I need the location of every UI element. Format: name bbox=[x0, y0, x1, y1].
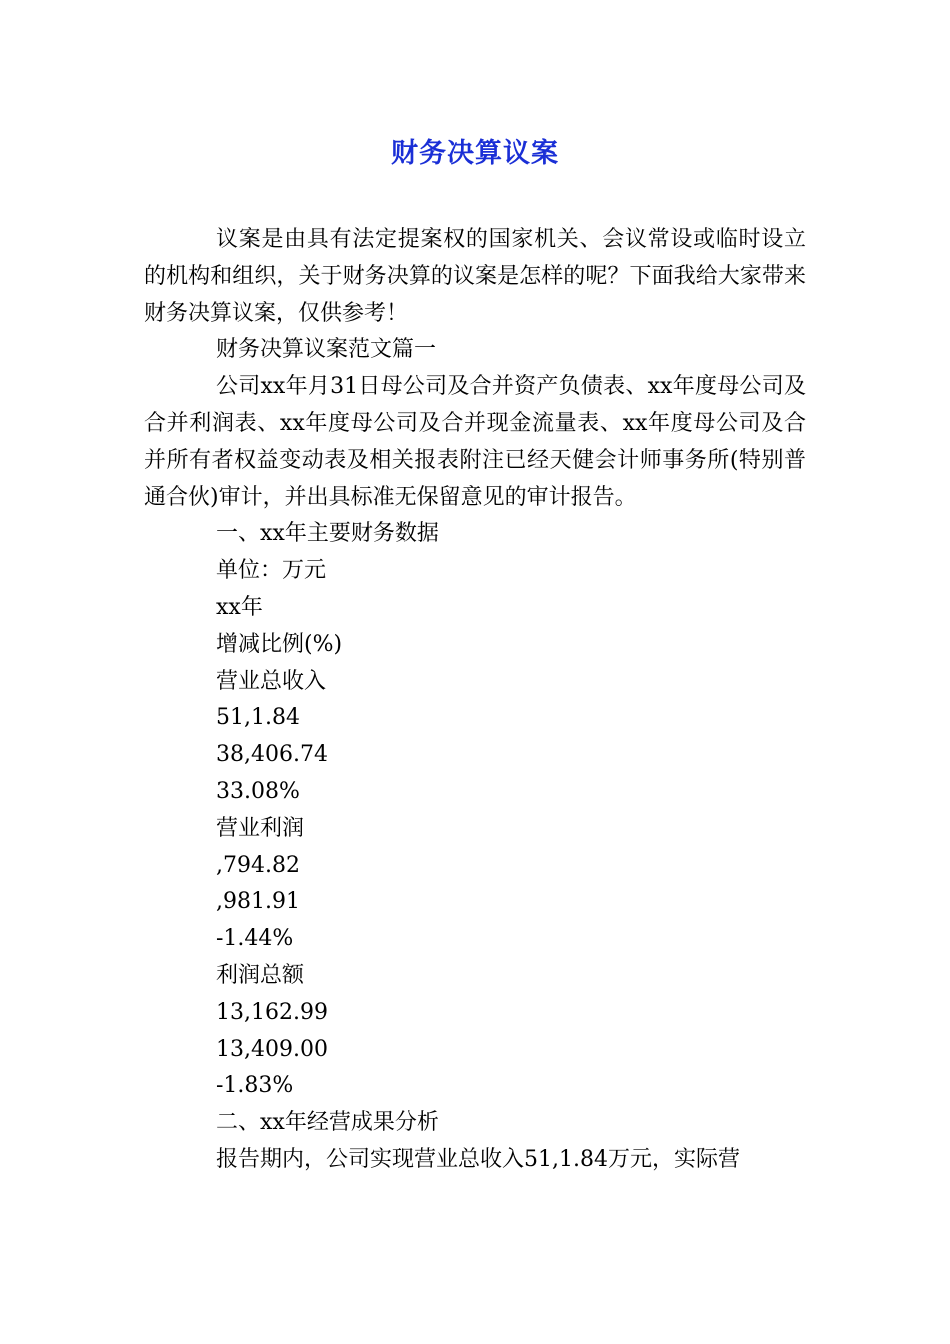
row-label: 利润总额 bbox=[216, 962, 305, 988]
document-title: 财务决算议案 bbox=[391, 138, 559, 169]
section-heading-financial-data: 一、xx年主要财务数据 bbox=[216, 521, 439, 547]
column-header-change: 增减比例(%) bbox=[216, 631, 343, 657]
row-previous-value: 38,406.74 bbox=[216, 742, 328, 768]
row-current-value: 13,162.99 bbox=[216, 999, 328, 1025]
row-label: 营业利润 bbox=[216, 815, 305, 841]
unit-label: 单位：万元 bbox=[216, 558, 327, 584]
row-current-value: ,794.82 bbox=[216, 852, 300, 878]
sample-heading: 财务决算议案范文篇一 bbox=[216, 337, 437, 363]
analysis-paragraph: 报告期内，公司实现营业总收入51,1.84万元，实际营 bbox=[216, 1146, 740, 1172]
document-body bbox=[144, 222, 806, 1179]
row-change-value: -1.83% bbox=[216, 1073, 294, 1099]
row-previous-value: 13,409.00 bbox=[216, 1036, 328, 1062]
column-header-year: xx年 bbox=[216, 594, 263, 620]
row-current-value: 51,1.84 bbox=[216, 705, 300, 731]
row-change-value: 33.08% bbox=[216, 778, 300, 804]
row-label: 营业总收入 bbox=[216, 668, 327, 694]
intro-paragraph: 议案是由具有法定提案权的国家机关、会议常设或临时设立的机构和组织，关于财务决算的议案是怎样的呢？下面我给大家带来财务决算议案，仅供参考！ bbox=[144, 227, 806, 326]
section-heading-analysis: 二、xx年经营成果分析 bbox=[216, 1110, 439, 1136]
row-previous-value: ,981.91 bbox=[216, 889, 300, 915]
audit-paragraph: 公司xx年月31日母公司及合并资产负债表、xx年度母公司及合并利润表、xx年度母公司及合并现金流量表、xx年度母公司及合并所有者权益变动表及相关报表附注已经天健会计师事务所(特别普通合伙)审计，并出具标准无保留意见的审计报告。 bbox=[144, 374, 806, 510]
row-change-value: -1.44% bbox=[216, 926, 294, 952]
